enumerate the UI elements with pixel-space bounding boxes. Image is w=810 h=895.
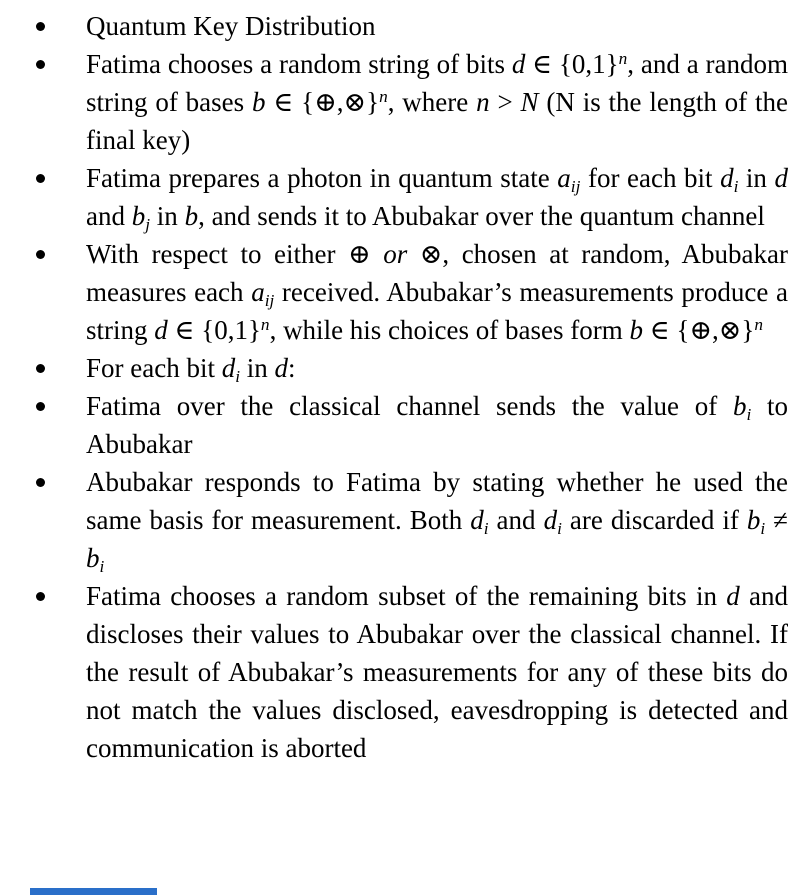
- math-subscript: i: [483, 518, 489, 538]
- bullet-icon: [36, 250, 45, 259]
- math-var: b: [184, 201, 199, 231]
- math-var: a: [557, 163, 571, 193]
- bullet-text: [86, 581, 788, 763]
- bullet-text: [86, 467, 788, 576]
- bullet-icon: [36, 174, 45, 183]
- text-run: are discarded if: [561, 505, 747, 535]
- list-item: [0, 45, 810, 159]
- list-item: [0, 463, 810, 577]
- math-var: d: [543, 505, 558, 535]
- text-run: , where: [387, 87, 477, 117]
- math-subscript: ij: [570, 176, 581, 196]
- text-run: ∈ {⊕,⊗}: [265, 87, 380, 117]
- text-run: For each bit: [86, 353, 222, 383]
- bullet-text: [86, 391, 788, 459]
- math-var: b: [131, 201, 146, 231]
- math-subscript: i: [235, 366, 241, 386]
- list-item: [0, 7, 810, 45]
- math-superscript: n: [754, 315, 764, 335]
- text-run: in: [150, 201, 185, 231]
- text-run: , while his choices of bases form: [269, 315, 630, 345]
- math-var: d: [511, 49, 526, 79]
- list-item: [0, 235, 810, 349]
- text-run: With respect to either ⊕: [86, 239, 384, 269]
- math-subscript: i: [746, 404, 752, 424]
- math-var: d: [154, 315, 168, 345]
- text-run: and discloses their values to Abubakar over the classical channel. If the result of Abubakar’s measurements for any of these bits do not match the values disclosed, eavesdropping is detected and communication is aborted: [86, 581, 789, 763]
- math-var: b: [732, 391, 747, 421]
- list-item: [0, 387, 810, 463]
- math-var: b: [252, 87, 266, 117]
- bullet-icon: [36, 592, 45, 601]
- math-var: n: [476, 87, 490, 117]
- math-subscript: j: [145, 214, 151, 234]
- math-var: d: [726, 581, 740, 611]
- text-run: Quantum Key Distribution: [86, 11, 376, 41]
- bullet-text: [86, 49, 788, 155]
- bullet-text: [86, 163, 788, 234]
- list-item: [0, 577, 810, 767]
- text-run: :: [288, 353, 296, 383]
- bullet-text: [86, 239, 788, 345]
- text-run: Fatima chooses a random subset of the remaining bits in: [86, 581, 727, 611]
- math-var: b: [86, 543, 100, 573]
- text-run: Fatima chooses a random string of bits: [86, 49, 512, 79]
- progress-bar: [30, 888, 157, 895]
- math-var: b: [629, 315, 643, 345]
- text-run: >: [489, 87, 521, 117]
- math-subscript: i: [733, 176, 739, 196]
- bullet-list: [0, 7, 810, 767]
- math-var: d: [274, 353, 289, 383]
- bullet-icon: [36, 22, 45, 31]
- math-var: d: [470, 505, 484, 535]
- bullet-icon: [36, 60, 45, 69]
- text-run: Abubakar responds to Fatima by stating whether he used the same basis for measurement. Both: [86, 467, 788, 535]
- bullet-text: [86, 11, 375, 41]
- math-subscript: i: [760, 518, 766, 538]
- math-superscript: n: [260, 315, 270, 335]
- text-run: and: [86, 201, 132, 231]
- math-var: d: [720, 163, 734, 193]
- math-var: a: [251, 277, 265, 307]
- math-superscript: n: [618, 49, 628, 69]
- math-var: b: [746, 505, 761, 535]
- math-subscript: i: [557, 518, 562, 538]
- text-run: , and sends it to Abubakar over the quantum channel: [198, 201, 765, 231]
- math-var: d: [221, 353, 236, 383]
- text-run: in: [240, 353, 275, 383]
- text-run: ⊗, chosen at random, Abubakar measures each: [86, 239, 788, 307]
- list-item: [0, 159, 810, 235]
- text-run: for each bit: [580, 163, 721, 193]
- bullet-text: [86, 353, 296, 386]
- text-run: Fatima over the classical channel sends the value of: [86, 391, 733, 421]
- math-var: or: [383, 239, 408, 269]
- text-run: to Abubakar: [86, 391, 788, 459]
- list-item: [0, 349, 810, 387]
- math-var: N: [520, 87, 539, 117]
- bullet-icon: [36, 364, 45, 373]
- text-run: in: [738, 163, 775, 193]
- math-superscript: n: [379, 87, 388, 107]
- text-run: (N is the length of the final key): [86, 87, 788, 155]
- bullet-icon: [36, 478, 45, 487]
- text-run: ∈ {0,1}: [167, 315, 261, 345]
- math-subscript: i: [99, 556, 105, 576]
- text-run: , and a random string of bases: [86, 49, 789, 117]
- text-run: ∈ {⊕,⊗}: [642, 315, 755, 345]
- text-run: Fatima prepares a photon in quantum state: [86, 163, 558, 193]
- text-run: and: [488, 505, 544, 535]
- text-run: ≠: [765, 505, 788, 535]
- math-var: d: [774, 163, 788, 193]
- text-run: received. Abubakar’s measurements produce a string: [86, 277, 789, 345]
- text-run: ∈ {0,1}: [525, 49, 619, 79]
- math-subscript: ij: [264, 290, 275, 310]
- bullet-icon: [36, 402, 45, 411]
